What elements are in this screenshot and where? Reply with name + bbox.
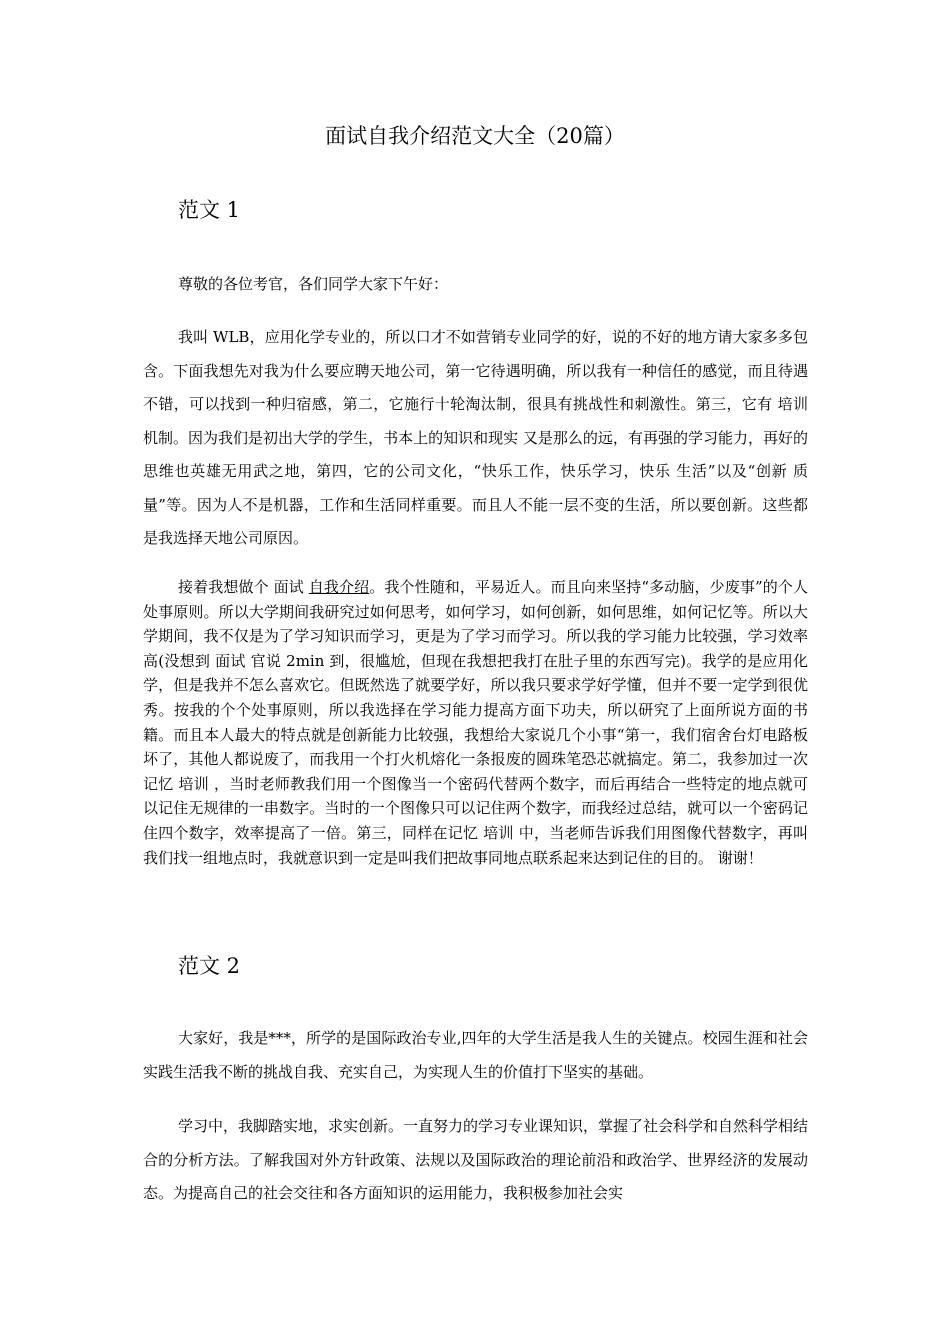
- section-heading-1: 范文 1: [178, 198, 241, 222]
- paragraph-self-intro-start: 接着我想做个 面试: [178, 578, 309, 596]
- paragraph-greeting: 尊敬的各位考官，各们同学大家下午好：: [178, 275, 449, 293]
- document-title: 面试自我介绍范文大全（20篇）: [325, 124, 625, 148]
- section-heading-2: 范文 2: [178, 954, 241, 978]
- self-intro-link[interactable]: 自我介绍: [308, 578, 370, 596]
- paragraph-study: 学习中，我脚踏实地，求实创新。一直努力的学习专业课知识，掌握了社会科学和自然科学相结合的分析方法。了解我国对外方针政策、法规以及国际政治的理论前沿和政治学、世界经济的发展动态。为提高自己的社会交往和各方面知识的运用能力，我积极参加社会实: [143, 1117, 809, 1202]
- paragraph-self-intro: [143, 575, 808, 870]
- paragraph-self-intro-rest: 。我个性随和，平易近人。而且向来坚持“多动脑，少废事”的个人处事原则。所以大学期间我研究过如何思考，如何学习，如何创新，如何思维，如何记忆等。所以大学期间，我不仅是为了学习知识而学习，更是为了学习而学习。所以我的学习能力比较强，学习效率高(没想到 面试 官说 2min 到，很尴尬，但现在我想把我打在肚子里的东西写完)。我学的是应用化学，但是我并不怎么喜欢它。但既然选了就要学好，所以我只要求学好学懂，但并不要一定学到很优秀。按我的个个处事原则，所以我选择在学习能力提高方面下功夫，所以研究了上面所说方面的书籍。而且本人最大的特点就是创新能力比较强，我想给大家说几个小事“第一，我们宿舍台灯电路板坏了，其他人都说废了，而我用一个打火机熔化一条报废的圆珠笔恐芯就搞定。第二，我参加过一次记忆 培训 ，当时老师教我们用一个图像当一个密码代替两个数字，而后再结合一些特定的地点就可以记住无规律的一串数字。当时的一个图像只可以记住两个数字，而我经过总结，就可以一个密码记住四个数字，效率提高了一倍。第三，同样在记忆 培训 中，当老师告诉我们用图像代替数字，再叫我们找一组地点时，我就意识到一定是叫我们把故事同地点联系起来达到记住的目的。 谢谢！: [143, 578, 808, 867]
- paragraph-intro: 我叫 WLB，应用化学专业的，所以口才不如营销专业同学的好，说的不好的地方请大家多多包含。下面我想先对我为什么要应聘天地公司，第一它待遇明确，所以我有一种信任的感觉，而且待遇不错，可以找到一种归宿感，第二，它施行十轮淘汰制，很具有挑战性和刺激性。第三，它有 培训 机制。因为我们是初出大学的学生，书本上的知识和现实 又是那么的远，有再强的学习能力，再好的思维也英雄无用武之地，第四，它的公司文化，“快乐工作，快乐学习，快乐 生活”以及“创新 质量”等。因为人不是机器，工作和生活同样重要。而且人不能一层不变的生活，所以要创新。这些都是我选择天地公司原因。: [143, 328, 808, 547]
- paragraph-greeting-2: 大家好，我是***，所学的是国际政治专业,四年的大学生活是我人生的关键点。校园生涯和社会实践生活我不断的挑战自我、充实自己，为实现人生的价值打下坚实的基础。: [143, 1029, 808, 1081]
